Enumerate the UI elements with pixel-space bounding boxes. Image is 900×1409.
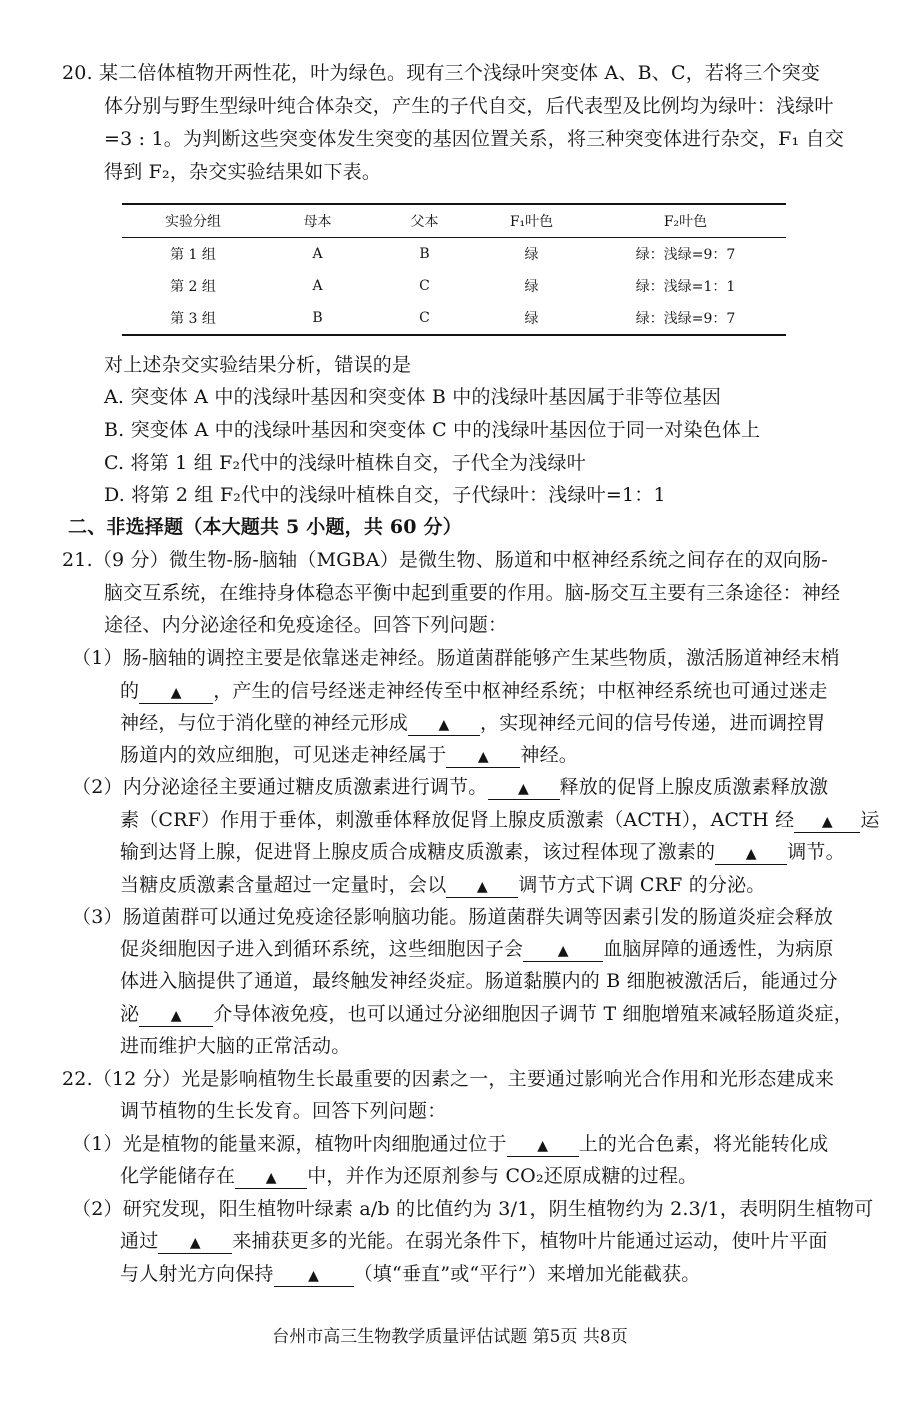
table-header: F₂叶色 (585, 204, 786, 238)
table-header: 父本 (371, 204, 478, 238)
text-span: （2）内分泌途径主要通过糖皮质激素进行调节。 (72, 776, 488, 798)
text-span: 泌 (120, 1003, 140, 1025)
text-span: 素（CRF）作用于垂体，刺激垂体释放促肾上腺皮质激素（ACTH），ACTH 经 (120, 809, 795, 831)
text-span: 通过 (120, 1230, 159, 1252)
table-cell: 绿：浅绿=9：7 (585, 302, 786, 335)
q21-p1-line-4 (120, 742, 578, 768)
q22-p1-line-2 (120, 1163, 697, 1189)
q21-p1-line-2 (120, 678, 828, 704)
table-cell: B (264, 302, 371, 335)
q21-p3-line-2 (120, 936, 834, 962)
text-span: 上的光合色素，将光能转化成 (578, 1133, 829, 1155)
q21-p1-line-1: （1）肠-脑轴的调控主要是依靠迷走神经。肠道菌群能够产生某些物质，激活肠道神经末梢 (72, 647, 840, 669)
table-row (122, 270, 786, 302)
q20-line-1: 20. 某二倍体植物开两性花，叶为绿色。现有三个浅绿叶突变体 A、B、C，若将三个突变 (62, 62, 821, 84)
section-heading: 二、非选择题（本大题共 5 小题，共 60 分） (68, 516, 462, 538)
table-cell: C (419, 278, 430, 294)
table-cell: 第 1 组 (170, 247, 216, 263)
q21-p2-line-4 (120, 872, 766, 898)
q21-p3-line-5: 进而维护大脑的正常活动。 (120, 1035, 351, 1057)
q20-option-d: D. 将第 2 组 F₂代中的浅绿叶植株自交，子代绿叶：浅绿叶=1：1 (104, 484, 666, 506)
q21-p1-line-3 (120, 710, 826, 736)
table-cell: 绿：浅绿=1：1 (635, 279, 736, 295)
text-span: 中，并作为还原剂参与 CO₂还原成糖的过程。 (307, 1165, 698, 1187)
answer-blank[interactable]: ▲ (794, 812, 860, 833)
text-span: 与人射光方向保持 (120, 1263, 274, 1285)
text-span: 神经。 (520, 744, 579, 766)
text-span: 血脑屏障的通透性，为病原 (603, 938, 834, 960)
q21-p2-line-1 (72, 774, 828, 800)
q21-p2-line-3 (120, 839, 845, 865)
q20-option-b: B. 突变体 A 中的浅绿叶基因和突变体 C 中的浅绿叶基因位于同一对染色体上 (104, 419, 761, 441)
answer-blank[interactable]: ▲ (274, 1266, 354, 1287)
text-span: （填“垂直”或“平行”）来增加光能截获。 (353, 1263, 701, 1285)
text-span: 神经，与位于消化壁的神经元形成 (120, 712, 409, 734)
q20-stem: 对上述杂交实验结果分析，错误的是 (104, 354, 412, 376)
table-header: F₁叶色 (478, 204, 585, 238)
q22-p2-line-2 (120, 1228, 828, 1254)
table-cell: A (312, 246, 323, 262)
q20-option-a: A. 突变体 A 中的浅绿叶基因和突变体 B 中的浅绿叶基因属于非等位基因 (104, 386, 722, 408)
q22-p2-line-3 (120, 1261, 700, 1287)
cross-results-table (122, 203, 786, 336)
answer-blank[interactable]: ▲ (139, 1006, 213, 1027)
answer-blank[interactable]: ▲ (139, 683, 213, 704)
q21-p3-line-4 (120, 1001, 853, 1027)
answer-blank[interactable]: ▲ (523, 941, 603, 962)
answer-blank[interactable]: ▲ (446, 877, 518, 898)
answer-blank[interactable]: ▲ (446, 747, 520, 768)
q21-intro-3: 途径、内分泌途径和免疫途径。回答下列问题： (104, 614, 508, 636)
text-span: ，产生的信号经迷走神经传至中枢神经系统；中枢神经系统也可通过迷走 (213, 680, 828, 702)
q22-intro-2: 调节植物的生长发育。回答下列问题： (120, 1100, 447, 1122)
text-span: 释放的促肾上腺皮质激素释放激 (559, 776, 829, 798)
table-cell: A (312, 278, 323, 294)
text-span: 当糖皮质激素含量超过一定量时，会以 (120, 874, 447, 896)
q22-intro-1: 22.（12 分）光是影响植物生长最重要的因素之一，主要通过影响光合作用和光形态建成来 (62, 1068, 835, 1090)
q22-p2-line-1: （2）研究发现，阳生植物叶绿素 a/b 的比值约为 3/1，阴生植物约为 2.3/1，表明阴生植物可 (72, 1198, 874, 1220)
q20-line-3: =3 : 1。为判断这些突变体发生突变的基因位置关系，将三种突变体进行杂交，F₁ 自交 (104, 128, 845, 150)
table-cell: B (419, 246, 430, 262)
text-span: ，实现神经元间的信号传递，进而调控胃 (480, 712, 826, 734)
table-cell: 绿 (524, 247, 539, 263)
table-header: 实验分组 (122, 204, 264, 238)
text-span: 介导体液免疫，也可以通过分泌细胞因子调节 T 细胞增殖来减轻肠道炎症， (213, 1003, 853, 1025)
text-span: 促炎细胞因子进入到循环系统，这些细胞因子会 (120, 938, 524, 960)
q21-intro-1: 21.（9 分）微生物-肠-脑轴（MGBA）是微生物、肠道和中枢神经系统之间存在的双向肠- (62, 549, 828, 571)
page-footer: 台州市高三生物教学质量评估试题 第5页 共8页 (272, 1327, 628, 1347)
table-cell: 绿 (478, 302, 585, 335)
text-span: 运 (860, 809, 880, 831)
answer-blank[interactable]: ▲ (507, 1136, 579, 1157)
q22-p1-line-1 (72, 1131, 828, 1157)
q20-option-c: C. 将第 1 组 F₂代中的浅绿叶植株自交，子代全为浅绿叶 (104, 452, 586, 474)
q21-p3-line-1: （3）肠道菌群可以通过免疫途径影响脑功能。肠道菌群失调等因素引发的肠道炎症会释放 (72, 906, 834, 928)
table-row (122, 238, 786, 271)
text-span: （1）光是植物的能量来源，植物叶肉细胞通过位于 (72, 1133, 507, 1155)
table-header-row (122, 204, 786, 238)
text-span: 的 (120, 680, 140, 702)
q20-line-4: 得到 F₂，杂交实验结果如下表。 (104, 161, 382, 183)
table-row (122, 302, 786, 335)
text-span: 来捕获更多的光能。在弱光条件下，植物叶片能通过运动，使叶片平面 (232, 1230, 828, 1252)
answer-blank[interactable]: ▲ (408, 715, 480, 736)
table-cell: 绿 (524, 279, 539, 295)
answer-blank[interactable]: ▲ (235, 1168, 307, 1189)
q21-p3-line-3: 体进入脑提供了通道，最终触发神经炎症。肠道黏膜内的 B 细胞被激活后，能通过分 (120, 970, 838, 992)
table-cell: 第 3 组 (122, 302, 264, 335)
text-span: 调节。 (787, 841, 845, 863)
q21-intro-2: 脑交互系统，在维持身体稳态平衡中起到重要的作用。脑-肠交互主要有三条途径：神经 (104, 582, 841, 604)
text-span: 调节方式下调 CRF 的分泌。 (518, 874, 766, 896)
table-cell: 绿：浅绿=9：7 (635, 247, 736, 263)
q20-line-2: 体分别与野生型绿叶纯合体杂交，产生的子代自交，后代表型及比例均为绿叶：浅绿叶 (104, 95, 834, 117)
text-span: 化学能储存在 (120, 1165, 236, 1187)
answer-blank[interactable]: ▲ (158, 1233, 232, 1254)
q21-p2-line-2 (120, 807, 880, 833)
text-span: 输到达肾上腺，促进肾上腺皮质合成糖皮质激素，该过程体现了激素的 (120, 841, 716, 863)
answer-blank[interactable]: ▲ (488, 779, 560, 800)
table-cell: C (371, 302, 478, 335)
table-header: 母本 (264, 204, 371, 238)
table-cell: 第 2 组 (170, 279, 216, 295)
answer-blank[interactable]: ▲ (715, 844, 787, 865)
text-span: 肠道内的效应细胞，可见迷走神经属于 (120, 744, 447, 766)
